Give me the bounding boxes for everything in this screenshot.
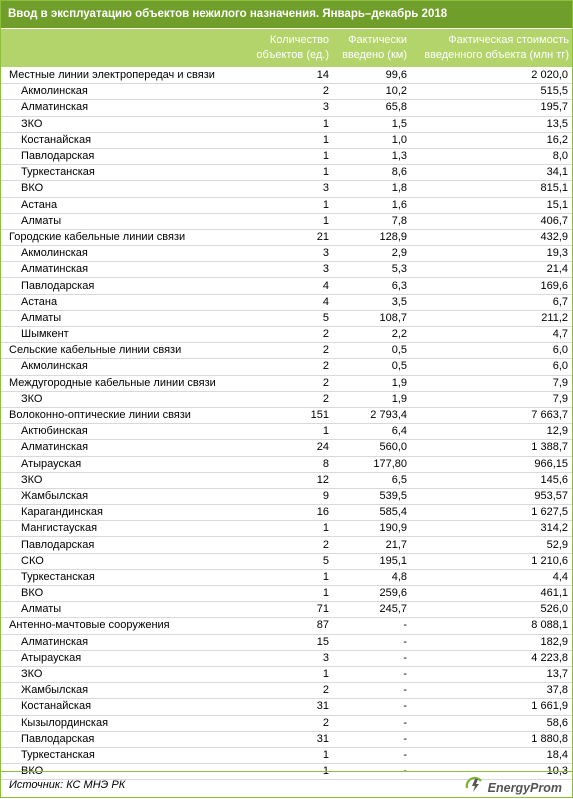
- row-length: 128,9: [333, 229, 411, 245]
- table-row-region: [1, 472, 572, 488]
- row-length: 259,6: [333, 586, 411, 602]
- row-name: Алматы: [1, 310, 237, 326]
- row-name: ЗКО: [1, 666, 237, 682]
- table-row-region: [1, 537, 572, 553]
- row-name: Астана: [1, 294, 237, 310]
- row-cost: 1 388,7: [411, 440, 572, 456]
- row-count: 1: [237, 666, 333, 682]
- row-cost: 15,1: [411, 197, 572, 213]
- row-name: Междугородные кабельные линии связи: [1, 375, 237, 391]
- table-row-region: [1, 634, 572, 650]
- table-header: [1, 29, 572, 67]
- row-length: -: [333, 650, 411, 666]
- row-length: 560,0: [333, 440, 411, 456]
- row-count: 31: [237, 731, 333, 747]
- row-length: 2 793,4: [333, 407, 411, 423]
- row-cost: 314,2: [411, 521, 572, 537]
- row-cost: 1 661,9: [411, 699, 572, 715]
- row-length: 108,7: [333, 310, 411, 326]
- row-length: 4,8: [333, 569, 411, 585]
- table-row-region: [1, 650, 572, 666]
- table-row-region: [1, 327, 572, 343]
- row-length: -: [333, 634, 411, 650]
- header-cost: Фактическая стоимость введенного объекта (млн тг): [424, 34, 569, 61]
- row-name: ВКО: [1, 764, 237, 780]
- row-name: ВКО: [1, 586, 237, 602]
- row-cost: 52,9: [411, 537, 572, 553]
- row-name: Акмолинская: [1, 246, 237, 262]
- row-cost: 169,6: [411, 278, 572, 294]
- table-row-region: [1, 148, 572, 164]
- row-length: 539,5: [333, 488, 411, 504]
- row-name: Алматинская: [1, 262, 237, 278]
- row-cost: 6,7: [411, 294, 572, 310]
- row-count: 14: [237, 68, 333, 84]
- row-count: 1: [237, 132, 333, 148]
- row-cost: 19,3: [411, 246, 572, 262]
- row-name: Городские кабельные линии связи: [1, 229, 237, 245]
- row-count: 2: [237, 343, 333, 359]
- row-count: 24: [237, 440, 333, 456]
- row-name: Мангистауская: [1, 521, 237, 537]
- row-length: 3,5: [333, 294, 411, 310]
- row-length: 2,2: [333, 327, 411, 343]
- row-cost: 815,1: [411, 181, 572, 197]
- table-row-category: [1, 68, 572, 84]
- row-name: Шымкент: [1, 327, 237, 343]
- row-length: 6,3: [333, 278, 411, 294]
- row-name: Павлодарская: [1, 148, 237, 164]
- row-length: 245,7: [333, 602, 411, 618]
- row-name: Акмолинская: [1, 84, 237, 100]
- row-cost: 16,2: [411, 132, 572, 148]
- table-row-region: [1, 310, 572, 326]
- row-count: 1: [237, 148, 333, 164]
- table-row-region: [1, 294, 572, 310]
- row-count: 3: [237, 262, 333, 278]
- logo: [465, 776, 562, 799]
- lightning-arc-icon: [465, 776, 485, 799]
- row-length: -: [333, 715, 411, 731]
- row-cost: 526,0: [411, 602, 572, 618]
- row-length: 2,9: [333, 246, 411, 262]
- table-body: [1, 68, 572, 780]
- row-cost: 211,2: [411, 310, 572, 326]
- row-length: 0,5: [333, 343, 411, 359]
- row-length: 10,2: [333, 84, 411, 100]
- row-length: 65,8: [333, 100, 411, 116]
- row-cost: 966,15: [411, 456, 572, 472]
- row-count: 2: [237, 715, 333, 731]
- row-length: 7,8: [333, 213, 411, 229]
- row-count: 2: [237, 537, 333, 553]
- row-count: 2: [237, 375, 333, 391]
- row-name: Алматы: [1, 602, 237, 618]
- row-count: 4: [237, 278, 333, 294]
- row-name: ЗКО: [1, 391, 237, 407]
- row-cost: 4,4: [411, 569, 572, 585]
- row-count: 21: [237, 229, 333, 245]
- table-row-region: [1, 569, 572, 585]
- table-row-region: [1, 116, 572, 132]
- row-cost: 18,4: [411, 747, 572, 763]
- row-count: 1: [237, 586, 333, 602]
- row-name: Туркестанская: [1, 569, 237, 585]
- row-length: -: [333, 747, 411, 763]
- row-cost: 21,4: [411, 262, 572, 278]
- row-length: 190,9: [333, 521, 411, 537]
- row-name: СКО: [1, 553, 237, 569]
- row-name: Атырауская: [1, 650, 237, 666]
- source-note: Источник: КС МНЭ РК: [9, 779, 126, 791]
- row-length: 0,5: [333, 359, 411, 375]
- row-name: Алматы: [1, 213, 237, 229]
- table-row-region: [1, 132, 572, 148]
- row-name: Акмолинская: [1, 359, 237, 375]
- row-name: Туркестанская: [1, 747, 237, 763]
- row-length: -: [333, 683, 411, 699]
- table-row-region: [1, 456, 572, 472]
- row-cost: 13,7: [411, 666, 572, 682]
- row-count: 1: [237, 747, 333, 763]
- row-cost: 8,0: [411, 148, 572, 164]
- row-count: 151: [237, 407, 333, 423]
- table-row-region: [1, 521, 572, 537]
- row-name: Астана: [1, 197, 237, 213]
- table-row-region: [1, 488, 572, 504]
- row-length: 1,9: [333, 375, 411, 391]
- row-count: 2: [237, 683, 333, 699]
- row-name: Павлодарская: [1, 278, 237, 294]
- row-length: 1,8: [333, 181, 411, 197]
- row-count: 71: [237, 602, 333, 618]
- table-row-region: [1, 165, 572, 181]
- row-count: 5: [237, 553, 333, 569]
- table-row-region: [1, 359, 572, 375]
- table-row-region: [1, 440, 572, 456]
- row-cost: 1 210,6: [411, 553, 572, 569]
- row-name: Жамбылская: [1, 683, 237, 699]
- table-row-region: [1, 602, 572, 618]
- row-cost: 58,6: [411, 715, 572, 731]
- row-cost: 13,5: [411, 116, 572, 132]
- row-length: 99,6: [333, 68, 411, 84]
- row-name: Алматинская: [1, 440, 237, 456]
- row-name: ЗКО: [1, 472, 237, 488]
- table-row-region: [1, 699, 572, 715]
- row-cost: 7,9: [411, 391, 572, 407]
- table-row-region: [1, 197, 572, 213]
- row-length: 1,6: [333, 197, 411, 213]
- table-row-region: [1, 246, 572, 262]
- table-row-region: [1, 213, 572, 229]
- table-row-region: [1, 84, 572, 100]
- table-row-region: [1, 424, 572, 440]
- row-count: 1: [237, 213, 333, 229]
- row-name: Туркестанская: [1, 165, 237, 181]
- table-row-region: [1, 666, 572, 682]
- table-title: Ввод в эксплуатацию объектов нежилого назначения. Январь–декабрь 2018: [1, 1, 572, 28]
- row-length: 6,5: [333, 472, 411, 488]
- row-count: 9: [237, 488, 333, 504]
- row-name: Актюбинская: [1, 424, 237, 440]
- row-cost: 432,9: [411, 229, 572, 245]
- data-table: [1, 68, 572, 780]
- row-cost: 6,0: [411, 359, 572, 375]
- row-name: Костанайская: [1, 132, 237, 148]
- row-length: 6,4: [333, 424, 411, 440]
- row-cost: 7,9: [411, 375, 572, 391]
- row-cost: 1 880,8: [411, 731, 572, 747]
- row-count: 1: [237, 424, 333, 440]
- table-row-category: [1, 407, 572, 423]
- row-count: 15: [237, 634, 333, 650]
- row-count: 5: [237, 310, 333, 326]
- row-count: 2: [237, 359, 333, 375]
- table-row-region: [1, 278, 572, 294]
- row-name: Волоконно-оптические линии связи: [1, 407, 237, 423]
- row-cost: 4,7: [411, 327, 572, 343]
- row-count: 3: [237, 100, 333, 116]
- row-name: Павлодарская: [1, 537, 237, 553]
- row-count: 16: [237, 505, 333, 521]
- row-length: 1,5: [333, 116, 411, 132]
- row-count: 1: [237, 116, 333, 132]
- table-row-region: [1, 586, 572, 602]
- row-cost: 4 223,8: [411, 650, 572, 666]
- row-name: Атырауская: [1, 456, 237, 472]
- header-length: Фактически введено (км): [342, 34, 407, 61]
- row-cost: 953,57: [411, 488, 572, 504]
- row-cost: 515,5: [411, 84, 572, 100]
- row-name: Сельские кабельные линии связи: [1, 343, 237, 359]
- row-name: Павлодарская: [1, 731, 237, 747]
- row-cost: 10,3: [411, 764, 572, 780]
- row-name: Жамбылская: [1, 488, 237, 504]
- row-name: Алматинская: [1, 100, 237, 116]
- row-name: ЗКО: [1, 116, 237, 132]
- row-cost: 406,7: [411, 213, 572, 229]
- row-cost: 6,0: [411, 343, 572, 359]
- row-count: 4: [237, 294, 333, 310]
- row-count: 3: [237, 246, 333, 262]
- row-count: 2: [237, 327, 333, 343]
- table-row-region: [1, 100, 572, 116]
- table-row-region: [1, 683, 572, 699]
- row-length: -: [333, 666, 411, 682]
- row-cost: 182,9: [411, 634, 572, 650]
- row-count: 2: [237, 84, 333, 100]
- row-count: 12: [237, 472, 333, 488]
- row-length: -: [333, 699, 411, 715]
- row-count: 8: [237, 456, 333, 472]
- table-row-region: [1, 731, 572, 747]
- row-cost: 145,6: [411, 472, 572, 488]
- row-count: 1: [237, 197, 333, 213]
- row-count: 87: [237, 618, 333, 634]
- row-name: Антенно-мачтовые сооружения: [1, 618, 237, 634]
- row-count: 1: [237, 165, 333, 181]
- logo-text: EnergyProm: [487, 780, 562, 795]
- row-cost: 37,8: [411, 683, 572, 699]
- row-name: Алматинская: [1, 634, 237, 650]
- row-length: 177,80: [333, 456, 411, 472]
- table-row-region: [1, 715, 572, 731]
- row-cost: 8 088,1: [411, 618, 572, 634]
- table-row-category: [1, 375, 572, 391]
- row-length: 1,0: [333, 132, 411, 148]
- footer: [1, 771, 572, 797]
- row-cost: 1 627,5: [411, 505, 572, 521]
- row-length: 195,1: [333, 553, 411, 569]
- row-count: 31: [237, 699, 333, 715]
- table-row-region: [1, 505, 572, 521]
- row-cost: 34,1: [411, 165, 572, 181]
- row-cost: 195,7: [411, 100, 572, 116]
- row-name: Кызылординская: [1, 715, 237, 731]
- row-length: -: [333, 731, 411, 747]
- row-length: 1,3: [333, 148, 411, 164]
- row-length: 1,9: [333, 391, 411, 407]
- table-row-region: [1, 391, 572, 407]
- table-row-category: [1, 343, 572, 359]
- row-name: Местные линии электропередач и связи: [1, 68, 237, 84]
- table-row-region: [1, 553, 572, 569]
- row-name: Костанайская: [1, 699, 237, 715]
- table-row-category: [1, 229, 572, 245]
- row-cost: 7 663,7: [411, 407, 572, 423]
- row-count: 2: [237, 391, 333, 407]
- row-name: Карагандинская: [1, 505, 237, 521]
- table-row-category: [1, 618, 572, 634]
- row-count: 1: [237, 569, 333, 585]
- row-cost: 12,9: [411, 424, 572, 440]
- table-row-region: [1, 262, 572, 278]
- row-count: 3: [237, 650, 333, 666]
- header-count: Количество объектов (ед.): [256, 34, 329, 61]
- row-length: -: [333, 764, 411, 780]
- row-length: 21,7: [333, 537, 411, 553]
- row-name: ВКО: [1, 181, 237, 197]
- row-length: 8,6: [333, 165, 411, 181]
- row-cost: 2 020,0: [411, 68, 572, 84]
- row-count: 1: [237, 521, 333, 537]
- table-row-region: [1, 181, 572, 197]
- row-length: 5,3: [333, 262, 411, 278]
- row-length: -: [333, 618, 411, 634]
- row-count: 1: [237, 764, 333, 780]
- row-cost: 461,1: [411, 586, 572, 602]
- row-count: 3: [237, 181, 333, 197]
- table-row-region: [1, 747, 572, 763]
- row-length: 585,4: [333, 505, 411, 521]
